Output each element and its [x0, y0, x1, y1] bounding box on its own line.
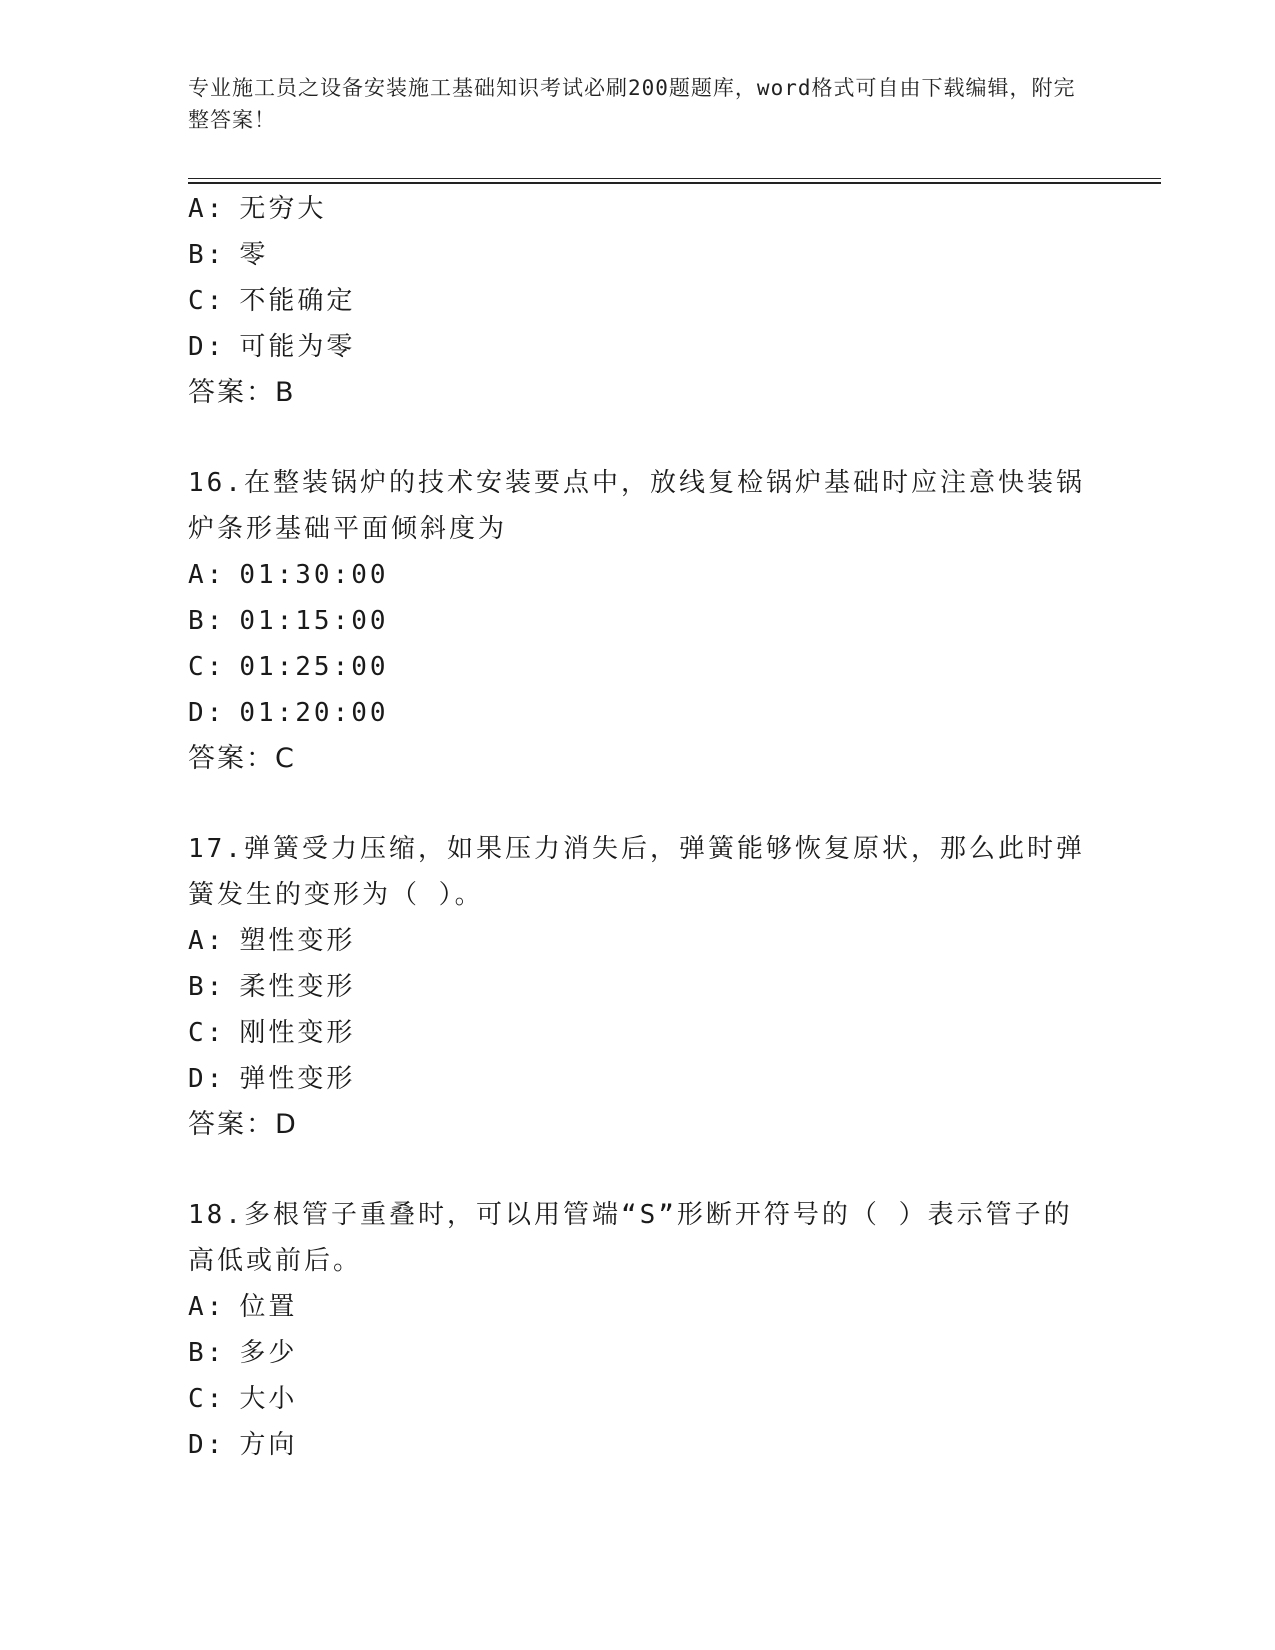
option-label: B: — [188, 1338, 226, 1368]
question-18 — [188, 1192, 1088, 1468]
document-header: 专业施工员之设备安装施工基础知识考试必刷200题题库，word格式可自由下载编辑，附完整答案！ — [188, 76, 1076, 132]
option-label: B: — [188, 606, 226, 636]
option-d — [188, 690, 1088, 736]
option-c — [188, 278, 1088, 324]
option-a — [188, 552, 1088, 598]
option-a — [188, 918, 1088, 964]
option-text: 不能确定 — [239, 286, 356, 316]
option-text: 大小 — [239, 1384, 298, 1414]
question-16 — [188, 460, 1088, 782]
option-text: 01:25:00 — [239, 652, 389, 682]
option-label: C: — [188, 652, 226, 682]
option-text: 方向 — [239, 1430, 298, 1460]
option-label: A: — [188, 926, 226, 956]
option-label: A: — [188, 560, 226, 590]
option-label: B: — [188, 972, 226, 1002]
option-d — [188, 1422, 1088, 1468]
option-text: 弹性变形 — [239, 1064, 356, 1094]
option-c — [188, 644, 1088, 690]
option-b — [188, 232, 1088, 278]
question-15-tail — [188, 186, 1088, 416]
option-text: 01:20:00 — [239, 698, 389, 728]
option-d — [188, 1056, 1088, 1102]
option-c — [188, 1376, 1088, 1422]
option-label: D: — [188, 332, 226, 362]
option-text: 刚性变形 — [239, 1018, 356, 1048]
option-text: 柔性变形 — [239, 972, 356, 1002]
option-label: A: — [188, 1292, 226, 1322]
option-d — [188, 324, 1088, 370]
option-a — [188, 186, 1088, 232]
option-label: B: — [188, 240, 226, 270]
option-label: A: — [188, 194, 226, 224]
option-text: 位置 — [239, 1292, 298, 1322]
option-text: 无穷大 — [239, 194, 327, 224]
option-label: C: — [188, 1018, 226, 1048]
header-divider-thin — [188, 178, 1161, 179]
option-text: 零 — [239, 240, 269, 270]
answer-line: 答案：D — [188, 1109, 298, 1140]
option-b — [188, 598, 1088, 644]
option-label: D: — [188, 698, 226, 728]
option-b — [188, 964, 1088, 1010]
option-text: 可能为零 — [239, 332, 356, 362]
question-text: 16.在整装锅炉的技术安装要点中，放线复检锅炉基础时应注意快装锅炉条形基础平面倾斜度为 — [188, 468, 1085, 544]
question-17 — [188, 826, 1088, 1148]
option-b — [188, 1330, 1088, 1376]
header-divider-thick — [188, 182, 1161, 184]
option-text: 塑性变形 — [239, 926, 356, 956]
option-label: C: — [188, 286, 226, 316]
option-text: 01:30:00 — [239, 560, 389, 590]
option-label: D: — [188, 1430, 226, 1460]
option-text: 01:15:00 — [239, 606, 389, 636]
question-text: 18.多根管子重叠时，可以用管端“S”形断开符号的（ ）表示管子的高低或前后。 — [188, 1200, 1073, 1276]
document-body — [188, 186, 1088, 1468]
answer-line: 答案：B — [188, 377, 296, 408]
option-c — [188, 1010, 1088, 1056]
option-label: D: — [188, 1064, 226, 1094]
question-text: 17.弹簧受力压缩，如果压力消失后，弹簧能够恢复原状，那么此时弹簧发生的变形为（ ）。 — [188, 834, 1085, 910]
answer-line: 答案：C — [188, 743, 296, 774]
option-text: 多少 — [239, 1338, 298, 1368]
option-a — [188, 1284, 1088, 1330]
option-label: C: — [188, 1384, 226, 1414]
